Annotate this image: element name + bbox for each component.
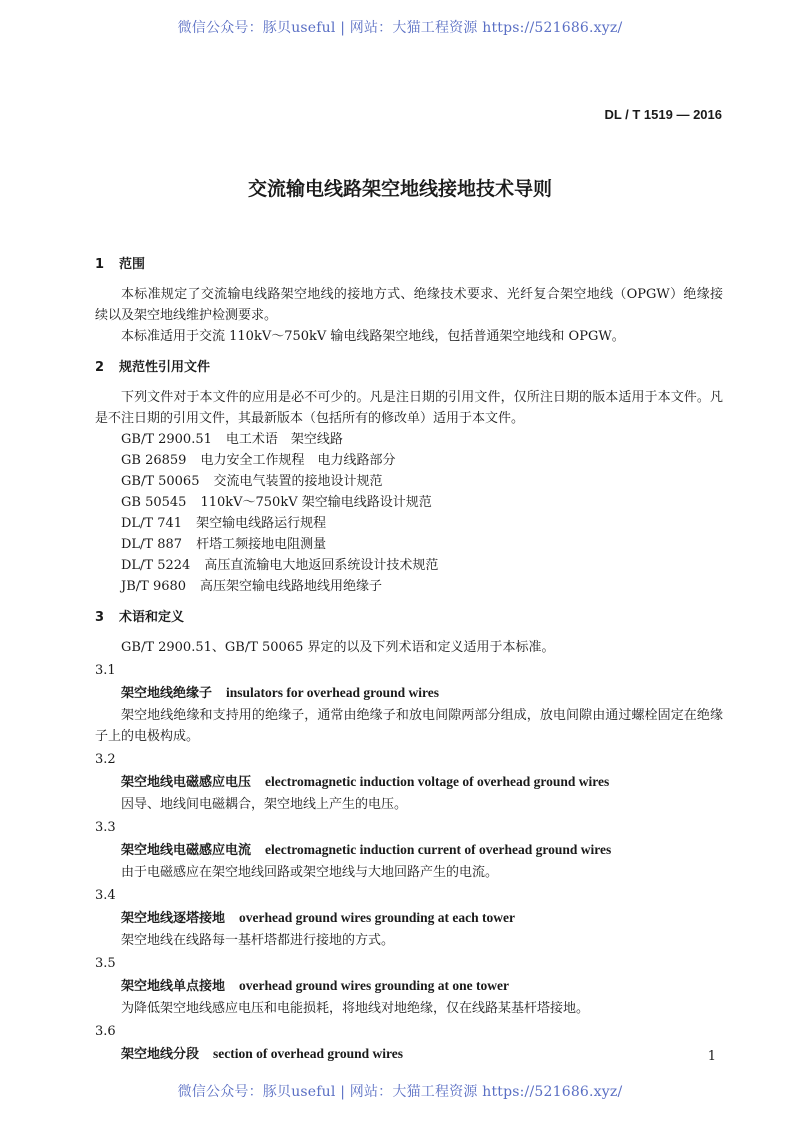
term-zh: 架空地线电磁感应电压 bbox=[121, 775, 252, 790]
term-zh: 架空地线绝缘子 bbox=[121, 686, 213, 701]
reference-item bbox=[95, 534, 723, 555]
term-number: 3.1 bbox=[95, 663, 116, 678]
term-definition: 因导、地线间电磁耦合，架空地线上产生的电压。 bbox=[121, 797, 408, 812]
reference-code: DL/T 741 bbox=[121, 516, 183, 531]
term-heading bbox=[95, 907, 723, 930]
term-heading bbox=[95, 975, 723, 998]
reference-item bbox=[95, 429, 723, 450]
term-en: section of overhead ground wires bbox=[213, 1046, 404, 1061]
term-zh: 架空地线单点接地 bbox=[121, 979, 226, 994]
term-definition: 架空地线绝缘和支持用的绝缘子，通常由绝缘子和放电间隙两部分组成，放电间隙由通过螺栓固定在绝缘子上的电极构成。 bbox=[95, 708, 723, 744]
reference-name: 高压架空输电线路地线用绝缘子 bbox=[200, 579, 383, 594]
section-number: 1 bbox=[95, 257, 105, 272]
reference-name: 架空输电线路运行规程 bbox=[196, 516, 327, 531]
document-body bbox=[95, 248, 723, 1066]
term-3-6 bbox=[95, 1021, 723, 1066]
term-heading bbox=[95, 839, 723, 862]
term-en: overhead ground wires grounding at each tower bbox=[239, 910, 516, 925]
page-number: 1 bbox=[707, 1049, 716, 1064]
term-definition: 由于电磁感应在架空地线回路或架空地线与大地回路产生的电流。 bbox=[121, 865, 499, 880]
reference-code: GB 26859 bbox=[121, 453, 187, 468]
term-zh: 架空地线逐塔接地 bbox=[121, 911, 226, 926]
term-3-4 bbox=[95, 885, 723, 951]
term-number: 3.5 bbox=[95, 956, 116, 971]
term-en: insulators for overhead ground wires bbox=[226, 685, 440, 700]
term-zh: 架空地线电磁感应电流 bbox=[121, 843, 252, 858]
term-3-2 bbox=[95, 749, 723, 815]
reference-name: 电工术语 架空线路 bbox=[225, 432, 343, 447]
term-en: electromagnetic induction current of overhead ground wires bbox=[265, 842, 612, 857]
reference-name: 110kV～750kV 架空输电线路设计规范 bbox=[200, 495, 432, 510]
reference-code: GB/T 2900.51 bbox=[121, 432, 212, 447]
term-en: overhead ground wires grounding at one tower bbox=[239, 978, 510, 993]
section-3-paragraph-1: GB/T 2900.51、GB/T 50065 界定的以及下列术语和定义适用于本标准。 bbox=[121, 640, 555, 655]
reference-name: 杆塔工频接地电阻测量 bbox=[196, 537, 327, 552]
term-number: 3.6 bbox=[95, 1024, 116, 1039]
reference-code: DL/T 5224 bbox=[121, 558, 191, 573]
term-3-5 bbox=[95, 953, 723, 1019]
reference-item bbox=[95, 555, 723, 576]
reference-code: GB 50545 bbox=[121, 495, 187, 510]
section-1-heading bbox=[95, 254, 723, 276]
reference-item bbox=[95, 450, 723, 471]
reference-item bbox=[95, 513, 723, 534]
term-definition: 为降低架空地线感应电压和电能损耗，将地线对地绝缘，仅在线路某基杆塔接地。 bbox=[121, 1001, 590, 1016]
section-number: 2 bbox=[95, 360, 105, 375]
section-title: 术语和定义 bbox=[119, 610, 185, 625]
term-zh: 架空地线分段 bbox=[121, 1047, 200, 1062]
reference-item bbox=[95, 471, 723, 492]
section-1-paragraph-2: 本标准适用于交流 110kV～750kV 输电线路架空地线，包括普通架空地线和 OPGW。 bbox=[121, 329, 625, 344]
reference-code: DL/T 887 bbox=[121, 537, 183, 552]
term-heading bbox=[95, 682, 723, 705]
term-3-1 bbox=[95, 660, 723, 747]
reference-item bbox=[95, 576, 723, 597]
reference-item bbox=[95, 492, 723, 513]
term-number: 3.3 bbox=[95, 820, 116, 835]
term-number: 3.4 bbox=[95, 888, 116, 903]
term-en: electromagnetic induction voltage of overhead ground wires bbox=[265, 774, 610, 789]
watermark-top: 微信公众号：豚贝useful | 网站：大猫工程资源 https://521686.xyz/ bbox=[177, 20, 623, 36]
section-number: 3 bbox=[95, 610, 105, 625]
term-heading bbox=[95, 771, 723, 794]
section-1-paragraph-1: 本标准规定了交流输电线路架空地线的接地方式、绝缘技术要求、光纤复合架空地线（OPGW）绝缘接续以及架空地线维护检测要求。 bbox=[95, 287, 723, 323]
reference-name: 电力安全工作规程 电力线路部分 bbox=[200, 453, 396, 468]
section-title: 规范性引用文件 bbox=[119, 360, 211, 375]
reference-code: GB/T 50065 bbox=[121, 474, 200, 489]
section-3-heading bbox=[95, 607, 723, 629]
term-number: 3.2 bbox=[95, 752, 116, 767]
reference-list bbox=[95, 429, 723, 597]
term-3-3 bbox=[95, 817, 723, 883]
standard-number: DL / T 1519 — 2016 bbox=[604, 107, 722, 122]
section-2-heading bbox=[95, 357, 723, 379]
reference-code: JB/T 9680 bbox=[121, 579, 187, 594]
reference-name: 高压直流输电大地返回系统设计技术规范 bbox=[204, 558, 439, 573]
page-title: 交流输电线路架空地线接地技术导则 bbox=[247, 178, 552, 200]
section-2-paragraph-1: 下列文件对于本文件的应用是必不可少的。凡是注日期的引用文件，仅所注日期的版本适用于本文件。凡是不注日期的引用文件，其最新版本（包括所有的修改单）适用于本文件。 bbox=[95, 390, 723, 426]
section-title: 范围 bbox=[119, 257, 146, 272]
term-heading bbox=[95, 1043, 723, 1066]
reference-name: 交流电气装置的接地设计规范 bbox=[213, 474, 383, 489]
term-definition: 架空地线在线路每一基杆塔都进行接地的方式。 bbox=[121, 933, 395, 948]
watermark-bottom: 微信公众号：豚贝useful | 网站：大猫工程资源 https://521686.xyz/ bbox=[177, 1084, 623, 1100]
